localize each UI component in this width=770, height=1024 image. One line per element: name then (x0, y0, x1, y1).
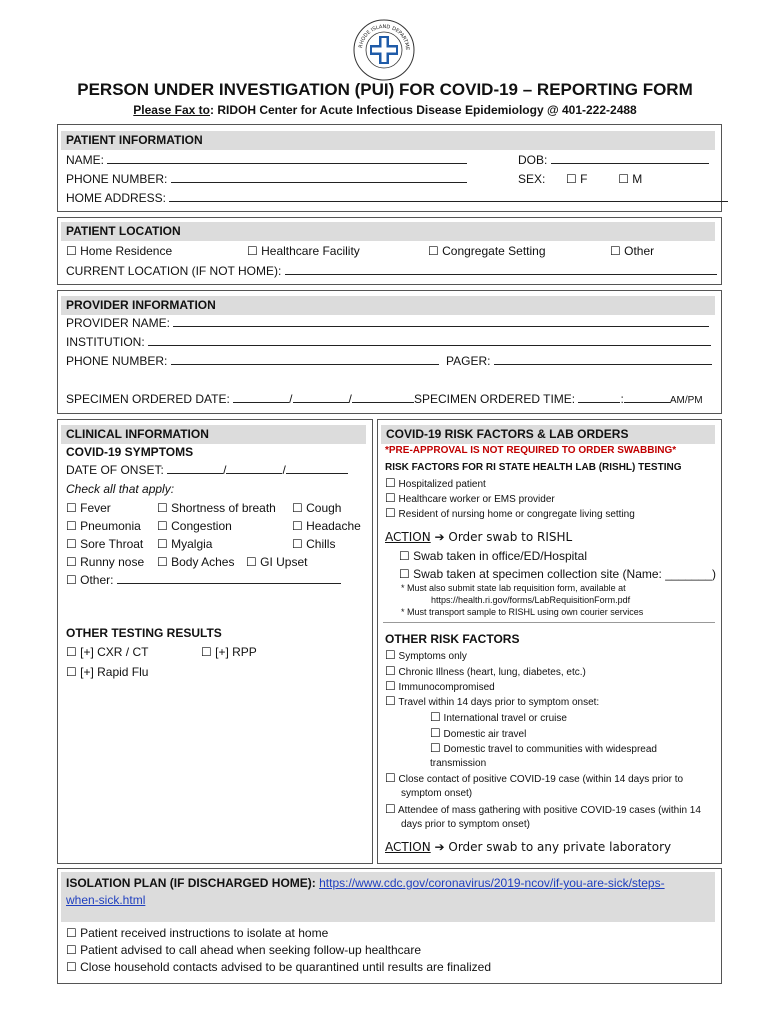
rpp-option[interactable] (201, 644, 257, 661)
symptom-option[interactable] (66, 536, 143, 553)
contact-option[interactable] (385, 771, 683, 787)
travel-checkbox[interactable]: ☐ (430, 710, 441, 724)
preapproval-note: *PRE-APPROVAL IS NOT REQUIRED TO ORDER SWABBING* (385, 445, 677, 456)
patient-location-header: PATIENT LOCATION (61, 222, 715, 241)
travel-checkbox[interactable]: ☐ (430, 726, 441, 740)
swab-office-label: Swab taken in office/ED/Hospital (413, 549, 587, 563)
action-label: ACTION (385, 840, 431, 854)
symptom-label: Body Aches (171, 555, 235, 569)
symptom-option[interactable] (66, 500, 111, 517)
travel-option[interactable] (430, 741, 657, 757)
location-healthcare-option[interactable] (247, 243, 360, 260)
institution-field[interactable] (66, 334, 711, 351)
isolation-option[interactable] (66, 925, 328, 942)
symptom-other-field[interactable] (66, 572, 341, 589)
onset-date-field[interactable] (66, 462, 348, 479)
symptom-option[interactable] (246, 554, 307, 571)
symptom-checkbox[interactable]: ☐ (66, 555, 77, 569)
isolation-option[interactable] (66, 959, 491, 976)
rishl-option[interactable] (385, 476, 486, 492)
symptom-checkbox[interactable]: ☐ (157, 555, 168, 569)
cxr-option[interactable] (66, 644, 148, 661)
travel-checkbox[interactable]: ☐ (430, 741, 441, 755)
travel-cont: transmission (430, 758, 487, 769)
rpp-checkbox[interactable]: ☐ (201, 645, 212, 659)
provider-header: PROVIDER INFORMATION (61, 296, 715, 315)
check-all-label: Check all that apply: (66, 482, 175, 496)
contact-checkbox[interactable]: ☐ (385, 771, 396, 785)
name-label: NAME: (66, 153, 105, 167)
isolation-header-block (61, 872, 715, 922)
rishl-label: Healthcare worker or EMS provider (398, 494, 555, 505)
symptoms-header: COVID-19 SYMPTOMS (66, 445, 194, 459)
address-label: HOME ADDRESS: (66, 191, 167, 205)
rishl-checkbox[interactable]: ☐ (385, 506, 396, 520)
travel-label: Domestic travel to communities with widespread (443, 744, 657, 755)
location-home-checkbox[interactable]: ☐ (66, 244, 77, 258)
swab-site-option[interactable] (399, 566, 716, 583)
institution-label: INSTITUTION: (66, 335, 145, 349)
action-label: ACTION (385, 530, 431, 544)
location-congregate-label: Congregate Setting (442, 244, 546, 258)
location-healthcare-checkbox[interactable]: ☐ (247, 244, 258, 258)
location-healthcare-label: Healthcare Facility (261, 244, 360, 258)
swab-site-checkbox[interactable]: ☐ (399, 567, 410, 581)
rishl-header: RISK FACTORS FOR RI STATE HEALTH LAB (RISHL) TESTING (385, 462, 682, 473)
location-home-label: Home Residence (80, 244, 173, 258)
sex-field (518, 171, 642, 188)
symptom-checkbox[interactable]: ☐ (157, 501, 168, 515)
symptom-option[interactable] (157, 554, 234, 571)
phone-field[interactable] (66, 171, 467, 188)
swab-office-checkbox[interactable]: ☐ (399, 549, 410, 563)
other-risk-checkbox[interactable]: ☐ (385, 694, 396, 708)
current-location-field[interactable] (66, 263, 717, 280)
sex-m-label: M (632, 172, 643, 186)
symptom-option[interactable] (157, 518, 232, 535)
other-risk-checkbox[interactable]: ☐ (385, 648, 396, 662)
other-risk-checkbox[interactable]: ☐ (385, 679, 396, 693)
symptom-checkbox[interactable]: ☐ (66, 537, 77, 551)
other-risk-header: OTHER RISK FACTORS (385, 632, 520, 646)
symptom-option[interactable] (157, 536, 212, 553)
provider-name-field[interactable] (66, 315, 709, 332)
arrow-right-icon: ➔ (434, 840, 445, 854)
risk-divider (383, 622, 715, 623)
ampm-label: AM/PM (669, 395, 703, 406)
date-slash: / (289, 392, 293, 406)
ridoh-seal-logo (352, 18, 416, 82)
sex-f-checkbox[interactable]: ☐ (566, 172, 577, 186)
symptom-other-checkbox[interactable]: ☐ (66, 573, 77, 587)
location-congregate-option[interactable] (428, 243, 546, 260)
location-other-checkbox[interactable]: ☐ (610, 244, 621, 258)
cxr-label: [+] CXR / CT (80, 645, 149, 659)
fax-text: : RIDOH Center for Acute Infectious Disease Epidemiology @ 401-222-2488 (210, 103, 637, 117)
other-testing-header: OTHER TESTING RESULTS (66, 626, 222, 640)
swab-office-option[interactable] (399, 548, 587, 565)
symptom-label: Runny nose (80, 555, 145, 569)
symptom-option[interactable] (292, 500, 341, 517)
symptom-checkbox[interactable]: ☐ (66, 519, 77, 533)
date-slash: / (223, 463, 227, 477)
isolation-checkbox[interactable]: ☐ (66, 943, 77, 957)
patient-info-header: PATIENT INFORMATION (61, 131, 715, 150)
symptom-checkbox[interactable]: ☐ (157, 519, 168, 533)
dob-label: DOB: (518, 153, 548, 167)
time-colon: : (620, 392, 624, 406)
mass-gathering-cont: days prior to symptom onset) (401, 819, 530, 830)
symptom-checkbox[interactable]: ☐ (292, 537, 303, 551)
action-private-lab (385, 839, 671, 856)
rishl-option[interactable] (385, 491, 555, 507)
travel-option[interactable] (430, 726, 526, 742)
cxr-checkbox[interactable]: ☐ (66, 645, 77, 659)
rapid-flu-label: [+] Rapid Flu (80, 665, 149, 679)
isolation-label: Close household contacts advised to be quarantined until results are finalized (80, 960, 492, 974)
name-field[interactable] (66, 152, 467, 169)
isolation-label: Patient received instructions to isolate at home (80, 926, 329, 940)
other-risk-option[interactable] (385, 694, 599, 710)
contact-label: Close contact of positive COVID-19 case (within 14 days prior to (398, 774, 684, 785)
symptom-option[interactable] (66, 554, 144, 571)
action-private-lab-text: Order swab to any private laboratory (444, 840, 672, 854)
rapid-flu-option[interactable] (66, 664, 148, 681)
other-risk-label: Immunocompromised (398, 682, 495, 693)
contact-cont: symptom onset) (401, 788, 473, 799)
seal-ring-text: RHODE ISLAND DEPARTME (358, 23, 411, 51)
sex-f-label: F (580, 172, 588, 186)
symptom-option[interactable] (157, 500, 276, 517)
fax-prefix: Please Fax to (133, 103, 210, 117)
arrow-right-icon: ➔ (434, 530, 445, 544)
symptom-checkbox[interactable]: ☐ (66, 501, 77, 515)
other-risk-label: Symptoms only (398, 651, 467, 662)
fax-line (0, 103, 770, 117)
onset-label: DATE OF ONSET: (66, 463, 164, 477)
other-risk-option[interactable] (385, 648, 467, 664)
cdc-link-cont[interactable]: when-sick.html (66, 893, 146, 907)
current-location-label: CURRENT LOCATION (IF NOT HOME): (66, 264, 282, 278)
isolation-label: Patient advised to call ahead when seeking follow-up healthcare (80, 943, 421, 957)
symptom-label: Myalgia (171, 537, 213, 551)
requisition-url[interactable]: https://health.ri.gov/forms/LabRequisitionForm.pdf (431, 595, 631, 605)
symptom-label: Chills (306, 537, 336, 551)
mass-gathering-label: Attendee of mass gathering with positive COVID-19 cases (within 14 (398, 805, 701, 816)
symptom-option[interactable] (292, 536, 335, 553)
isolation-checkbox[interactable]: ☐ (66, 960, 77, 974)
location-home-option[interactable] (66, 243, 172, 260)
dob-field[interactable] (518, 152, 709, 169)
symptom-label: Fever (80, 501, 111, 515)
symptom-checkbox[interactable]: ☐ (157, 537, 168, 551)
symptom-label: Sore Throat (80, 537, 144, 551)
other-risk-label: Chronic Illness (heart, lung, diabetes, etc.) (398, 667, 586, 678)
rishl-option[interactable] (385, 506, 635, 522)
specimen-date-field[interactable] (66, 391, 414, 408)
clinical-header: CLINICAL INFORMATION (61, 425, 366, 444)
specimen-date-label: SPECIMEN ORDERED DATE: (66, 392, 230, 406)
rishl-label: Hospitalized patient (398, 479, 486, 490)
pager-label: PAGER: (446, 354, 491, 368)
rishl-checkbox[interactable]: ☐ (385, 476, 396, 490)
pager-field[interactable] (446, 353, 712, 370)
other-risk-option[interactable] (385, 664, 586, 680)
symptom-label: GI Upset (260, 555, 308, 569)
sex-label: SEX: (518, 172, 546, 186)
travel-label: International travel or cruise (443, 713, 567, 724)
symptom-label: Shortness of breath (171, 501, 276, 515)
rpp-label: [+] RPP (215, 645, 257, 659)
action-rishl-text: Order swab to RISHL (444, 530, 573, 544)
address-field[interactable] (66, 190, 728, 207)
symptom-label: Pneumonia (80, 519, 141, 533)
symptom-option[interactable] (66, 518, 141, 535)
location-congregate-checkbox[interactable]: ☐ (428, 244, 439, 258)
symptom-checkbox[interactable]: ☐ (292, 519, 303, 533)
other-risk-option[interactable] (385, 679, 495, 695)
date-slash: / (282, 463, 286, 477)
isolation-checkbox[interactable]: ☐ (66, 926, 77, 940)
symptom-label: Headache (306, 519, 361, 533)
other-risk-label: Travel within 14 days prior to symptom onset: (398, 697, 600, 708)
date-slash: / (348, 392, 352, 406)
location-other-option[interactable] (610, 243, 654, 260)
symptom-other-label: Other: (80, 573, 114, 587)
rishl-checkbox[interactable]: ☐ (385, 491, 396, 505)
rapid-flu-checkbox[interactable]: ☐ (66, 665, 77, 679)
other-risk-checkbox[interactable]: ☐ (385, 664, 396, 678)
symptom-label: Cough (306, 501, 342, 515)
rishl-label: Resident of nursing home or congregate living setting (398, 509, 635, 520)
symptom-option[interactable] (292, 518, 361, 535)
symptom-checkbox[interactable]: ☐ (246, 555, 257, 569)
risk-header: COVID-19 RISK FACTORS & LAB ORDERS (381, 425, 715, 444)
action-rishl (385, 529, 572, 546)
provider-phone-label: PHONE NUMBER: (66, 354, 168, 368)
location-other-label: Other (624, 244, 655, 258)
specimen-time-field[interactable] (414, 391, 703, 408)
mass-gathering-option[interactable] (385, 802, 701, 818)
requisition-note: * Must also submit state lab requisition form, available at (401, 583, 626, 593)
provider-name-label: PROVIDER NAME: (66, 316, 171, 330)
phone-label: PHONE NUMBER: (66, 172, 168, 186)
provider-phone-field[interactable] (66, 353, 439, 370)
specimen-time-label: SPECIMEN ORDERED TIME: (414, 392, 576, 406)
symptom-checkbox[interactable]: ☐ (292, 501, 303, 515)
swab-site-label: Swab taken at specimen collection site (Name: _______) (413, 567, 716, 581)
seal-icon (352, 18, 416, 82)
isolation-header: ISOLATION PLAN (IF DISCHARGED HOME): (66, 876, 316, 890)
sex-m-checkbox[interactable]: ☐ (618, 172, 629, 186)
page-title: PERSON UNDER INVESTIGATION (PUI) FOR COVID-19 – REPORTING FORM (77, 80, 693, 99)
travel-label: Domestic air travel (443, 729, 527, 740)
cdc-link[interactable]: https://www.cdc.gov/coronavirus/2019-ncov/if-you-are-sick/steps- (319, 876, 665, 890)
travel-option[interactable] (430, 710, 567, 726)
symptom-label: Congestion (171, 519, 232, 533)
mass-gathering-checkbox[interactable]: ☐ (385, 802, 396, 816)
courier-note: * Must transport sample to RISHL using own courier services (401, 607, 644, 617)
isolation-option[interactable] (66, 942, 421, 959)
